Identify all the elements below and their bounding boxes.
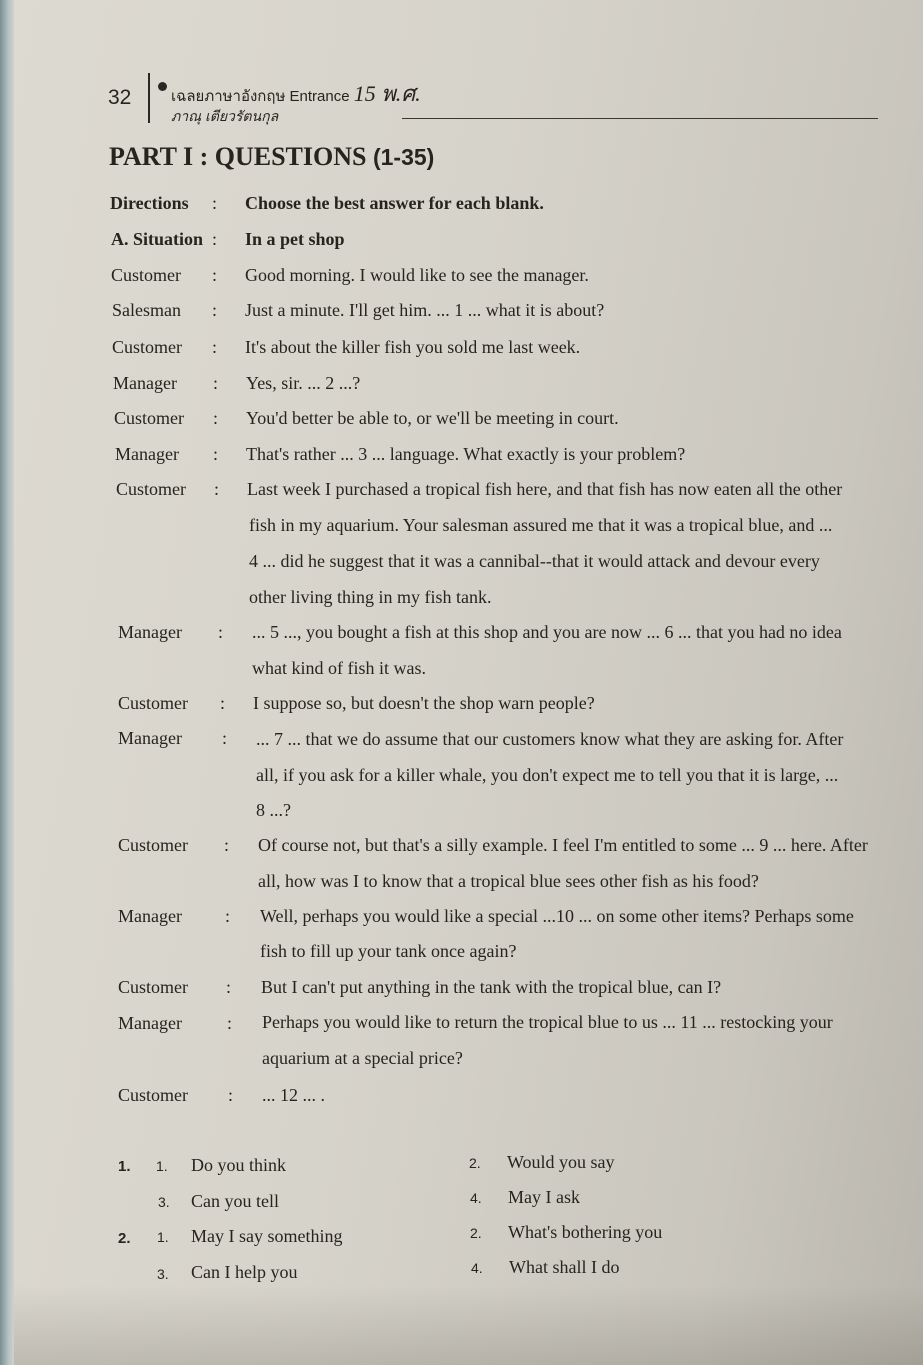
answer-option: What's bothering you — [508, 1222, 663, 1242]
colon: : — [218, 622, 224, 642]
dialogue-line: ... 7 ... that we do assume that our customers know what they are asking for. After — [256, 729, 844, 749]
dialogue-line: Yes, sir. ... 2 ...? — [246, 373, 361, 393]
option-number: 3. — [158, 1194, 170, 1210]
colon: : — [227, 1013, 233, 1033]
dialogue-line: fish to fill up your tank once again? — [260, 941, 517, 961]
part-title-range: (1-35) — [372, 144, 435, 170]
author-name: ภาณุ เตียวรัตนกุล — [171, 108, 279, 124]
option-number: 2. — [470, 1225, 482, 1241]
dialogue-line: I suppose so, but doesn't the shop warn people? — [253, 693, 595, 713]
speaker-label: Customer — [111, 265, 181, 285]
dialogue-line: 8 ...? — [256, 800, 291, 820]
dialogue-line: Last week I purchased a tropical fish here, and that fish has now eaten all the other — [247, 479, 843, 499]
speaker-label: Customer — [118, 1085, 188, 1105]
option-number: 1. — [156, 1158, 168, 1174]
dialogue-line: But I can't put anything in the tank with the tropical blue, can I? — [261, 977, 722, 997]
dialogue-line: aquarium at a special price? — [262, 1048, 463, 1068]
page-shadow — [14, 1285, 923, 1365]
speaker-label: Customer — [116, 479, 186, 499]
answer-option: What shall I do — [509, 1257, 620, 1277]
colon: : — [224, 835, 230, 855]
directions-text: Choose the best answer for each blank. — [245, 193, 544, 213]
question-number: 1. — [118, 1158, 131, 1175]
speaker-label: Manager — [118, 728, 182, 748]
answer-option: Would you say — [507, 1152, 615, 1172]
directions-label: Directions — [110, 193, 189, 213]
page-number: 32 — [108, 86, 132, 109]
dialogue-line: ... 5 ..., you bought a fish at this shop and you are now ... 6 ... that you had no idea — [252, 622, 842, 642]
option-number: 1. — [157, 1229, 169, 1245]
dialogue-line: Well, perhaps you would like a special ...10 ... on some other items? Perhaps some — [260, 906, 854, 926]
question-number: 2. — [118, 1230, 131, 1247]
dialogue-line: That's rather ... 3 ... language. What exactly is your problem? — [246, 444, 686, 464]
colon: : — [220, 693, 226, 713]
part-title — [109, 142, 434, 172]
speaker-label: Customer — [118, 835, 188, 855]
option-number: 4. — [470, 1190, 482, 1206]
dialogue-line: fish in my aquarium. Your salesman assured me that it was a tropical blue, and ... — [249, 515, 833, 535]
dialogue-line: Of course not, but that's a silly example. I feel I'm entitled to some ... 9 ... here. After — [258, 835, 868, 855]
speaker-label: Customer — [112, 337, 182, 357]
answer-option: Can I help you — [191, 1262, 298, 1282]
bullet-icon — [158, 82, 167, 91]
speaker-label: Manager — [115, 444, 179, 464]
colon: : — [212, 337, 218, 357]
colon: : — [213, 444, 219, 464]
speaker-label: Customer — [118, 977, 188, 997]
header-divider — [148, 73, 150, 123]
speaker-label: Customer — [118, 693, 188, 713]
dialogue-line: 4 ... did he suggest that it was a cannibal--that it would attack and devour every — [249, 551, 820, 571]
book-title-text: เฉลยภาษาอังกฤษ Entrance — [171, 88, 350, 105]
speaker-label: Manager — [118, 906, 182, 926]
colon: : — [214, 479, 220, 499]
answer-option: Do you think — [191, 1155, 287, 1175]
colon: : — [212, 265, 218, 285]
header-rule — [402, 118, 878, 119]
situation-text: In a pet shop — [245, 229, 345, 249]
dialogue-line: Perhaps you would like to return the tropical blue to us ... 11 ... restocking your — [262, 1012, 833, 1032]
colon: : — [212, 229, 218, 249]
speaker-label: Customer — [114, 408, 184, 428]
colon: : — [225, 906, 231, 926]
option-number: 3. — [157, 1266, 169, 1282]
book-binding-edge — [0, 0, 14, 1365]
part-title-label: PART I : QUESTIONS — [109, 142, 367, 171]
situation-label: A. Situation — [111, 229, 204, 249]
option-number: 2. — [469, 1155, 481, 1171]
dialogue-line: all, how was I to know that a tropical blue sees other fish as his food? — [258, 871, 759, 891]
colon: : — [213, 373, 219, 393]
colon: : — [226, 977, 232, 997]
dialogue-line: It's about the killer fish you sold me last week. — [245, 337, 581, 357]
answer-option: Can you tell — [191, 1191, 279, 1211]
answer-option: May I say something — [191, 1226, 343, 1246]
dialogue-line: what kind of fish it was. — [252, 658, 426, 678]
dialogue-line: Good morning. I would like to see the manager. — [245, 265, 589, 285]
colon: : — [213, 408, 219, 428]
option-number: 4. — [471, 1260, 483, 1276]
dialogue-line: ... 12 ... . — [262, 1085, 325, 1105]
dialogue-line: other living thing in my fish tank. — [249, 587, 492, 607]
speaker-label: Manager — [113, 373, 177, 393]
answer-option: May I ask — [508, 1187, 580, 1207]
dialogue-line: all, if you ask for a killer whale, you don't expect me to tell you that it is large, ... — [256, 765, 839, 785]
speaker-label: Salesman — [112, 300, 181, 320]
speaker-label: Manager — [118, 1013, 182, 1033]
book-title-year: 15 พ.ศ. — [353, 81, 421, 106]
colon: : — [222, 728, 228, 748]
colon: : — [228, 1085, 234, 1105]
dialogue-line: You'd better be able to, or we'll be meeting in court. — [246, 408, 619, 428]
colon: : — [212, 193, 218, 213]
colon: : — [212, 300, 218, 320]
speaker-label: Manager — [118, 622, 182, 642]
dialogue-line: Just a minute. I'll get him. ... 1 ... what it is about? — [245, 300, 605, 320]
